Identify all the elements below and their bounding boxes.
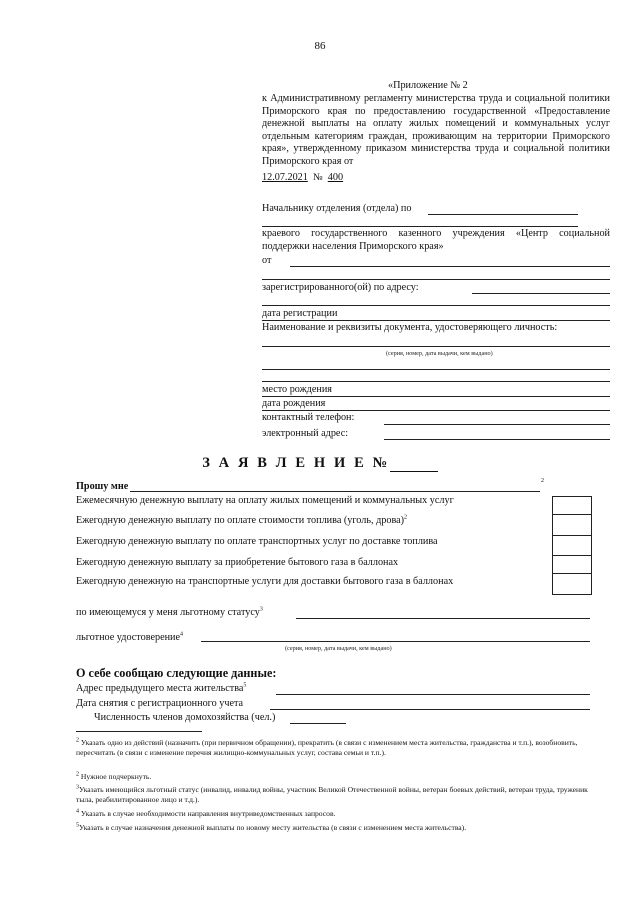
status-sup: 3 (259, 606, 263, 613)
option-text: Ежегодную денежную на транспортные услуги для доставки бытового газа в баллонах (76, 576, 454, 587)
dereg-date-line[interactable] (270, 709, 590, 710)
request-label: Прошу мне (76, 481, 129, 492)
application-title (0, 455, 640, 472)
id-doc-line-3[interactable] (262, 381, 610, 382)
institution-name: краевого государственного казенного учреждения «Центр социальной поддержки населения Приморского края» (262, 228, 610, 252)
id-doc-hint: (серия, номер, дата выдачи, кем выдано) (386, 350, 493, 357)
from-field-line[interactable] (290, 266, 610, 267)
option-text: Ежегодную денежную выплату за приобретение бытового газа в баллонах (76, 557, 399, 568)
order-date: 12.07.2021 (262, 172, 308, 183)
application-title-text: З А Я В Л Е Н И Е № (202, 455, 390, 471)
footnote-text: Указать имеющийся льготный статус (инвалид, инвалид войны, участник Великой Отечественной войны, ветеран боевых действий, ветеран труда, труженик тыла, реабилитированное лицо и т.д.). (76, 785, 588, 804)
prev-address-wrap (76, 683, 246, 696)
appendix-order-line (262, 172, 343, 185)
from-field-line-2[interactable] (262, 279, 610, 280)
to-head-label: Начальнику отделения (отдела) по (262, 203, 412, 214)
footnote-mark: 5 (76, 822, 79, 829)
cert-label-wrap (76, 632, 183, 645)
phone-line[interactable] (384, 424, 610, 425)
cert-hint: (серия, номер, дата выдачи, кем выдано) (285, 645, 392, 652)
appendix-heading: «Приложение № 2 (388, 80, 468, 91)
id-doc-label: Наименование и реквизиты документа, удостоверяющего личность: (262, 322, 558, 333)
order-number: 400 (327, 172, 344, 183)
department-field-line[interactable] (428, 214, 578, 215)
request-sup: 2 (541, 478, 544, 484)
order-number-sign: № (312, 172, 323, 183)
birth-date-line[interactable] (262, 410, 610, 411)
footnote-separator (76, 731, 202, 732)
option-text: Ежегодную денежную выплату по оплате транспортных услуг по доставке топлива (76, 536, 438, 547)
from-label: от (262, 255, 272, 266)
household-label: Численность членов домохозяйства (чел.) (94, 712, 276, 723)
prev-address-line[interactable] (276, 694, 590, 695)
about-heading: О себе сообщаю следующие данные: (76, 666, 277, 680)
cert-sup: 4 (180, 631, 184, 638)
option-checkbox-3[interactable] (552, 535, 592, 557)
reg-date-line[interactable] (262, 320, 610, 321)
birth-date-label: дата рождения (262, 398, 326, 409)
option-text: Ежемесячную денежную выплату на оплату жилых помещений и коммунальных услуг (76, 495, 454, 506)
footnote-mark: 4 (76, 808, 79, 815)
id-doc-line-2[interactable] (262, 369, 610, 370)
email-line[interactable] (384, 439, 610, 440)
email-label: электронный адрес: (262, 428, 349, 439)
registered-address-line[interactable] (472, 293, 610, 294)
household-line[interactable] (290, 723, 346, 724)
footnote-4 (76, 809, 596, 819)
footnote-text: Указать в случае назначения денежной выплаты по новому месту жительства (в связи с изменением места жительства). (79, 823, 467, 832)
option-checkbox-5[interactable] (552, 573, 592, 595)
footnote-text: Указать одно из действий (назначить (при первичном обращении), прекратить (в связи с изменением места жительства, гражданства и т.п.), возобновить, пересчитать (в связи с изменение перечня жилищно-коммунальных услуг, состава семьи и т.п.). (76, 738, 578, 757)
footnote-1 (76, 738, 596, 758)
footnote-mark: 3 (76, 784, 79, 791)
status-line[interactable] (296, 618, 590, 619)
footnote-mark: 2 (76, 737, 79, 744)
id-doc-line[interactable] (262, 346, 610, 347)
appendix-body: к Административному регламенту министерства труда и социальной политики Приморского края по предоставлению государственной «Предоставление денежной выплаты на оплату жилых помещений и коммунальных услуг отдельным категориям граждан, проживающим на территории Приморского края», утвержденному приказом министерства труда и социальной политики Приморского края от (262, 93, 610, 167)
status-label: по имеющемуся у меня льготному статусу (76, 607, 260, 618)
department-field-line-2[interactable] (262, 226, 578, 227)
option-text (76, 515, 407, 528)
status-label-wrap (76, 607, 263, 620)
cert-label: льготное удостоверение (76, 632, 181, 643)
birth-place-line[interactable] (262, 396, 610, 397)
request-action-line[interactable] (130, 491, 540, 492)
registered-address-line-2[interactable] (262, 305, 610, 306)
footnote-5 (76, 823, 596, 833)
option-checkbox-4[interactable] (552, 555, 592, 575)
cert-line[interactable] (201, 641, 590, 642)
birth-place-label: место рождения (262, 384, 332, 395)
dereg-date-label: Дата снятия с регистрационного учета (76, 698, 244, 709)
option-text-2: Ежегодную денежную выплату по оплате стоимости топлива (уголь, дрова) (76, 515, 405, 526)
footnote-3 (76, 785, 596, 805)
phone-label: контактный телефон: (262, 412, 355, 423)
prev-address-sup: 5 (243, 682, 247, 689)
footnote-mark: 2 (76, 771, 79, 778)
footnote-text: Указать в случае необходимости направления внутриведомственных запросов. (80, 809, 336, 818)
footnote-2 (76, 772, 596, 782)
option-checkbox-2[interactable] (552, 514, 592, 537)
registered-address-label: зарегистрированного(ой) по адресу: (262, 282, 419, 293)
application-number-field[interactable] (390, 459, 438, 472)
footnote-text: Нужное подчеркнуть. (80, 772, 152, 781)
prev-address-label: Адрес предыдущего места жительства (76, 683, 244, 694)
option-sup: 2 (404, 514, 408, 521)
option-checkbox-1[interactable] (552, 496, 592, 516)
page-number: 86 (314, 40, 326, 52)
reg-date-label: дата регистрации (262, 308, 338, 319)
